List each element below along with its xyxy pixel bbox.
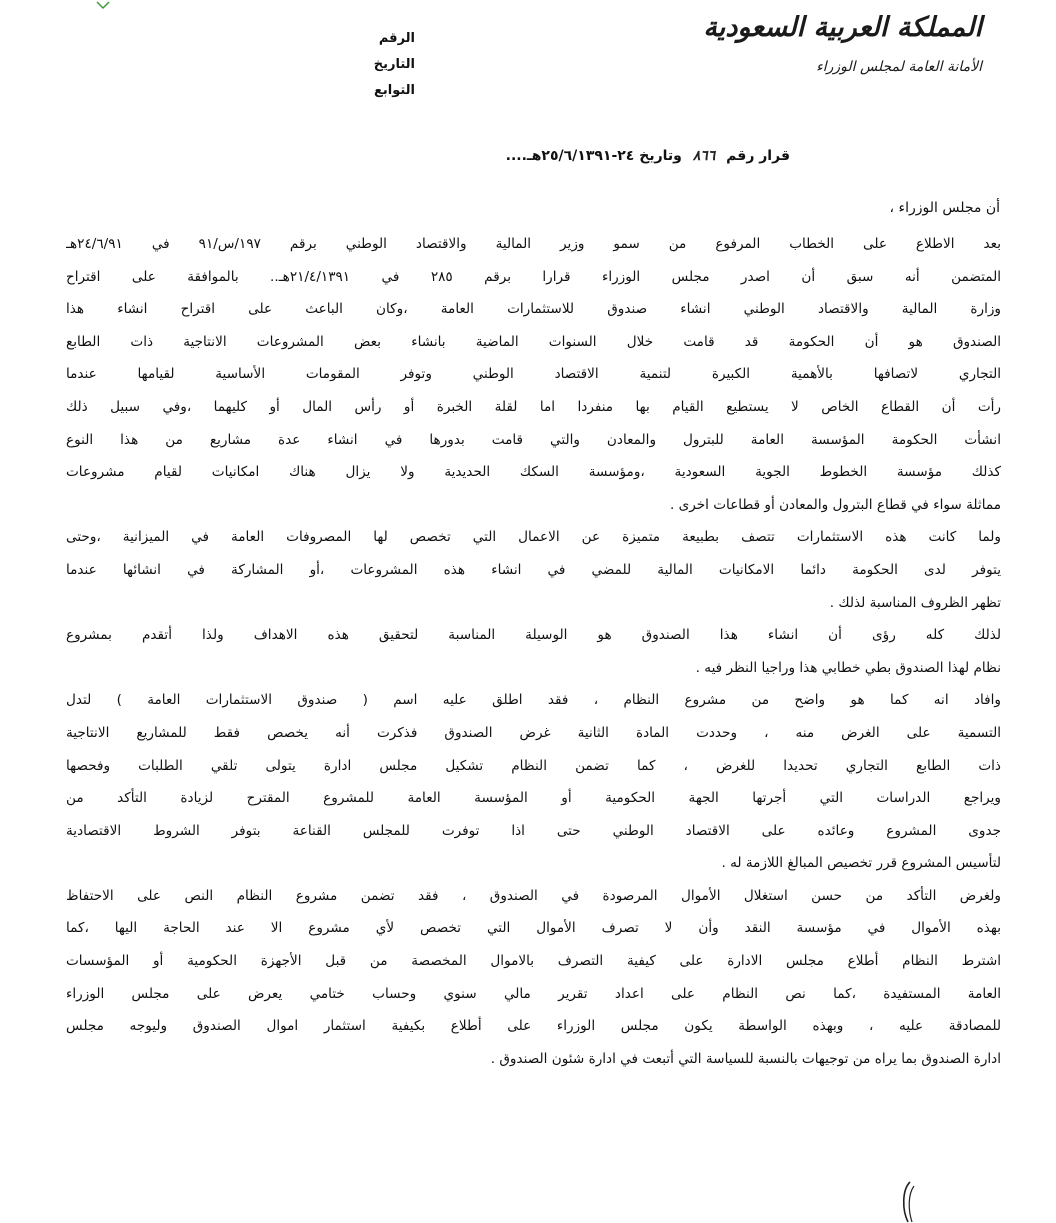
page-edge-mark <box>896 1180 916 1223</box>
body-line: الصندوق هو أن الحكومة قد قامت خلال السنوات الماضية بانشاء بعض المشروعات الانتاجية ذات الطابع <box>66 333 1001 350</box>
decision-heading <box>340 148 790 164</box>
decision-date: وتاريخ ٢٤-٢٥/٦/١٣٩١هـ.... <box>505 148 682 164</box>
decision-number: ٨٦٦ <box>692 148 716 164</box>
body-line: بعد الاطلاع على الخطاب المرفوع من سمو وزير المالية والاقتصاد الوطني برقم ١٩٧/س/٩١ في ٢٤/٦/٩١هـ <box>66 236 1001 252</box>
letterhead-department: الأمانة العامة لمجلس الوزراء <box>816 59 982 75</box>
body-line: لذلك كله رؤى أن انشاء هذا الصندوق هو الوسيلة المناسبة لتحقيق هذه الاهداف ولذا أتقدم بمشروع <box>66 627 1001 644</box>
body-line: نظام لهذا الصندوق بطي خطابي هذا وراجيا النظر فيه . <box>695 659 1001 676</box>
body-line: اشترط النظام أطلاع مجلس الادارة على كيفية التصرف بالاموال المخصصة من قبل الأجهزة الحكومية أو المؤسسات <box>66 953 1001 970</box>
salutation: أن مجلس الوزراء ، <box>889 200 1000 216</box>
body-line: ادارة الصندوق بما يراه من توجيهات بالنسبة للسياسة التي أتبعت في ادارة شئون الصندوق . <box>490 1050 1001 1067</box>
body-line: يتوفر لدى الحكومة دائما الامكانيات المالية للمضي في انشاء هذه المشروعات ،أو المشاركة في انشائها عندما <box>66 561 1001 578</box>
body-line: تظهر الظروف المناسبة لذلك . <box>829 594 1001 611</box>
body-line: ذات الطابع التجاري تحديدا للغرض ، كما تضمن النظام تشكيل مجلس ادارة يتولى تلقي الطلبات وفحصها <box>66 757 1001 774</box>
letterhead <box>700 10 982 78</box>
body-line: رأت أن القطاع الخاص لا يستطيع القيام بها منفردا اما لقلة الخبرة أو رأس المال أو كليهما ،وفي سبيل ذلك <box>66 398 1001 415</box>
body-line: وزارة المالية والاقتصاد الوطني انشاء صندوق للاستثمارات العامة ،وكان الباعث على اقتراح انشاء هذا <box>66 301 1001 318</box>
reference-number-label: الرقم <box>378 31 415 46</box>
body-line: جدوى المشروع وعائده على الاقتصاد الوطني حتى اذا توفرت للمجلس القناعة بتوفر الشروط الاقتصادية <box>66 822 1001 839</box>
body-line: وافاد انه كما هو واضح من مشروع النظام ، فقد اطلق عليه اسم ( صندوق الاستثمارات العامة ) لتدل <box>66 692 1001 709</box>
body-line: التجاري لاتصافها بالأهمية الكبيرة لتنمية الاقتصاد الوطني وتوفر المقومات الأساسية لقيامها عندما <box>66 366 1001 383</box>
letterhead-kingdom: المملكة العربية السعودية <box>703 12 982 43</box>
decision-prefix: قرار رقم <box>726 148 790 164</box>
body-line: المتضمن أنه سبق أن اصدر مجلس الوزراء قرارا برقم ٢٨٥ في ٢١/٤/١٣٩١هـ.. بالموافقة على اقتراح <box>66 268 1001 285</box>
body-line: التسمية على الغرض منه ، وحددت المادة الثانية غرض الصندوق فذكرت أنه يخصص فقط للمشاريع الانتاجية <box>66 724 1001 741</box>
reference-attachments-label: التوابع <box>373 83 415 98</box>
body-line: لتأسيس المشروع قرر تخصيص المبالغ اللازمة له . <box>721 855 1001 872</box>
body-line: للمصادقة عليه ، وبهذه الواسطة يكون مجلس الوزراء على أطلاع بكيفية استثمار اموال الصندوق وليوجه مجلس <box>66 1018 1001 1035</box>
body-line: مماثلة سواء في قطاع البترول والمعادن أو قطاعات اخرى . <box>669 496 1001 513</box>
reference-fields <box>300 26 415 104</box>
body-line: ولما كانت هذه الاستثمارات تتصف بطبيعة متميزة عن الاعمال التي تخصص لها المصروفات العامة في الميزانية ،وحتى <box>66 529 1001 546</box>
body-line: كذلك مؤسسة الخطوط الجوية السعودية ،ومؤسسة السكك الحديدية ولا يزال هناك امكانيات لقيام مشروعات <box>66 464 1001 481</box>
body-line: انشأت الحكومة المؤسسة العامة للبترول والمعادن والتي قامت بدورها في انشاء عدة مشاريع من هذا النوع <box>66 431 1001 448</box>
decision-body <box>66 228 1001 1075</box>
reference-date-label: التاريخ <box>373 57 415 72</box>
body-line: ولغرض التأكد من حسن استغلال الأموال المرصودة في الصندوق ، فقد تضمن مشروع النظام النص على الاحتفاظ <box>66 887 1001 904</box>
body-line: العامة المستفيدة ،كما نص النظام على اعداد تقرير مالي سنوي وحساب ختامي يعرض على مجلس الوزراء <box>66 985 1001 1002</box>
body-line: ويراجع الدراسات التي أجرتها الجهة الحكومية أو المؤسسة العامة للمشروع المقترح لزيادة التأكد من <box>66 790 1001 807</box>
body-line: بهذه الأموال في مؤسسة النقد وأن لا تصرف الأموال التي تخصص لأي مشروع الا عند الحاجة اليها ،كما <box>66 920 1001 937</box>
corner-tick-mark <box>96 0 110 10</box>
